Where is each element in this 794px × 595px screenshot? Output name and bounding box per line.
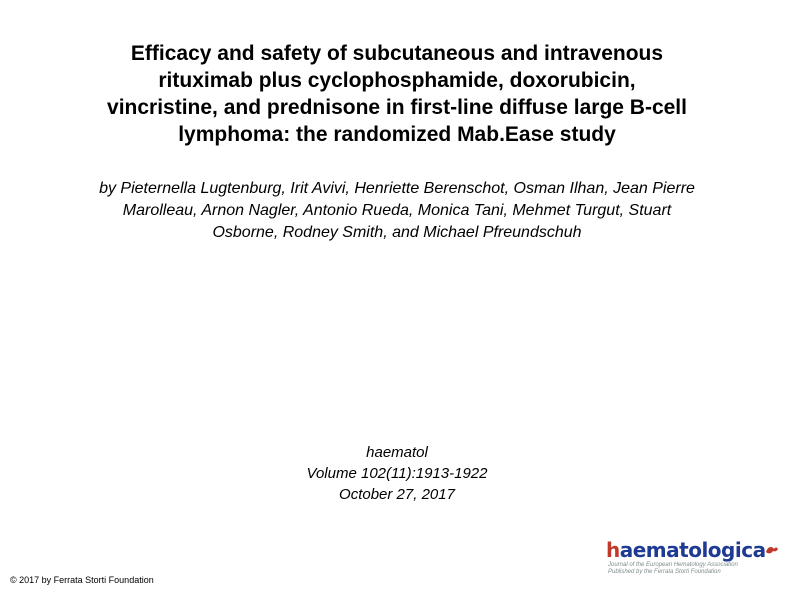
title-line: vincristine, and prednisone in first-line diffuse large B-cell [107,96,687,119]
title-line: lymphoma: the randomized Mab.Ease study [178,123,616,146]
slide-title [40,40,754,148]
citation-block [200,442,594,505]
logo-emblem-icon [764,544,780,556]
journal-name: haematol [366,444,428,461]
volume-pages: Volume 102(11):1913-1922 [306,465,488,482]
logo-tagline-line: Journal of the European Hematology Association [608,562,738,568]
logo-first-letter: h [606,538,620,562]
title-line: Efficacy and safety of subcutaneous and intravenous [130,42,664,65]
copyright-notice: © 2017 by Ferrata Storti Foundation [10,575,154,585]
title-line: rituximab plus cyclophosphamide, doxorubicin, [158,69,636,92]
author-list [40,178,754,244]
author-line: by Pieternella Lugtenburg, Irit Avivi, Henriette Berenschot, Osman Ilhan, Jean Pierre [99,180,695,197]
author-line: Marolleau, Arnon Nagler, Antonio Rueda, Monica Tani, Mehmet Turgut, Stuart [122,202,672,219]
logo-tagline-line: Published by the Ferrata Storti Foundation [608,569,721,575]
logo-wordmark [606,538,766,562]
publication-date: October 27, 2017 [339,486,455,503]
haematologica-logo [598,538,784,580]
logo-rest-text: aematologica [619,538,766,562]
logo-tagline [608,562,778,576]
author-line: Osborne, Rodney Smith, and Michael Pfreundschuh [212,224,582,241]
